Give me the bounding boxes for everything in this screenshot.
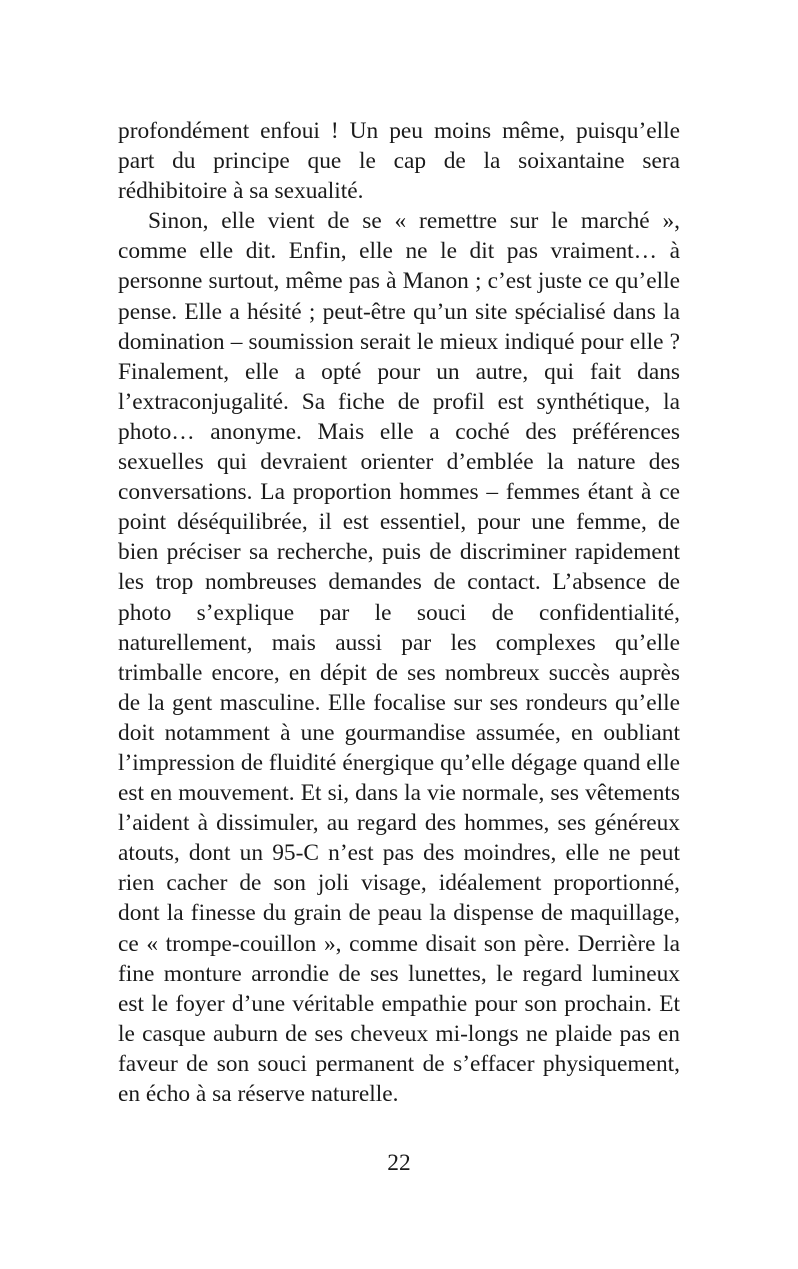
paragraph-continuation: profondément enfoui ! Un peu moins même, puisqu’elle part du principe que le cap de la soixantaine sera rédhibitoire à sa sexualité. <box>118 118 680 205</box>
page-number: 22 <box>387 1150 411 1176</box>
paragraph-main: Sinon, elle vient de se « remettre sur le marché », comme elle dit. Enfin, elle ne le dit pas vraiment… à personne surtout, même pas à Manon ; c’est juste ce qu’elle pense. Elle a hésité ; peut-être qu’un site spécialisé dans la domination – soumission serait le mieux indiqué pour elle ? Finalement, elle a opté pour un autre, qui fait dans l’extraconjugalité. Sa fiche de profil est synthétique, la photo… anonyme. Mais elle a coché des préférences sexuelles qui devraient orienter d’emblée la nature des conversations. La proportion hommes – femmes étant à ce point déséquilibrée, il est essentiel, pour une femme, de bien préciser sa recherche, puis de discriminer rapidement les trop nombreuses demandes de contact. L’absence de photo s’explique par le souci de confidentialité, naturellement, mais aussi par les complexes qu’elle trimballe encore, en dépit de ses nombreux succès auprès de la gent masculine. Elle focalise sur ses rondeurs qu’elle doit notamment à une gourmandise assumée, en oubliant l’impression de fluidité énergique qu’elle dégage quand elle est en mouvement. Et si, dans la vie normale, ses vêtements l’aident à dissimuler, au regard des hommes, ses généreux atouts, dont un 95-C n’est pas des moindres, elle ne peut rien cacher de son joli visage, idéalement proportionné, dont la finesse du grain de peau la dispense de maquillage, ce « trompe-couillon », comme disait son père. Derrière la fine monture arrondie de ses lunettes, le regard lumineux est le foyer d’une véritable empathie pour son prochain. Et le casque auburn de ses cheveux mi-longs ne plaide pas en faveur de son souci permanent de s’effacer physiquement, en écho à sa réserve naturelle. <box>118 208 680 1107</box>
body-text <box>118 116 680 1109</box>
